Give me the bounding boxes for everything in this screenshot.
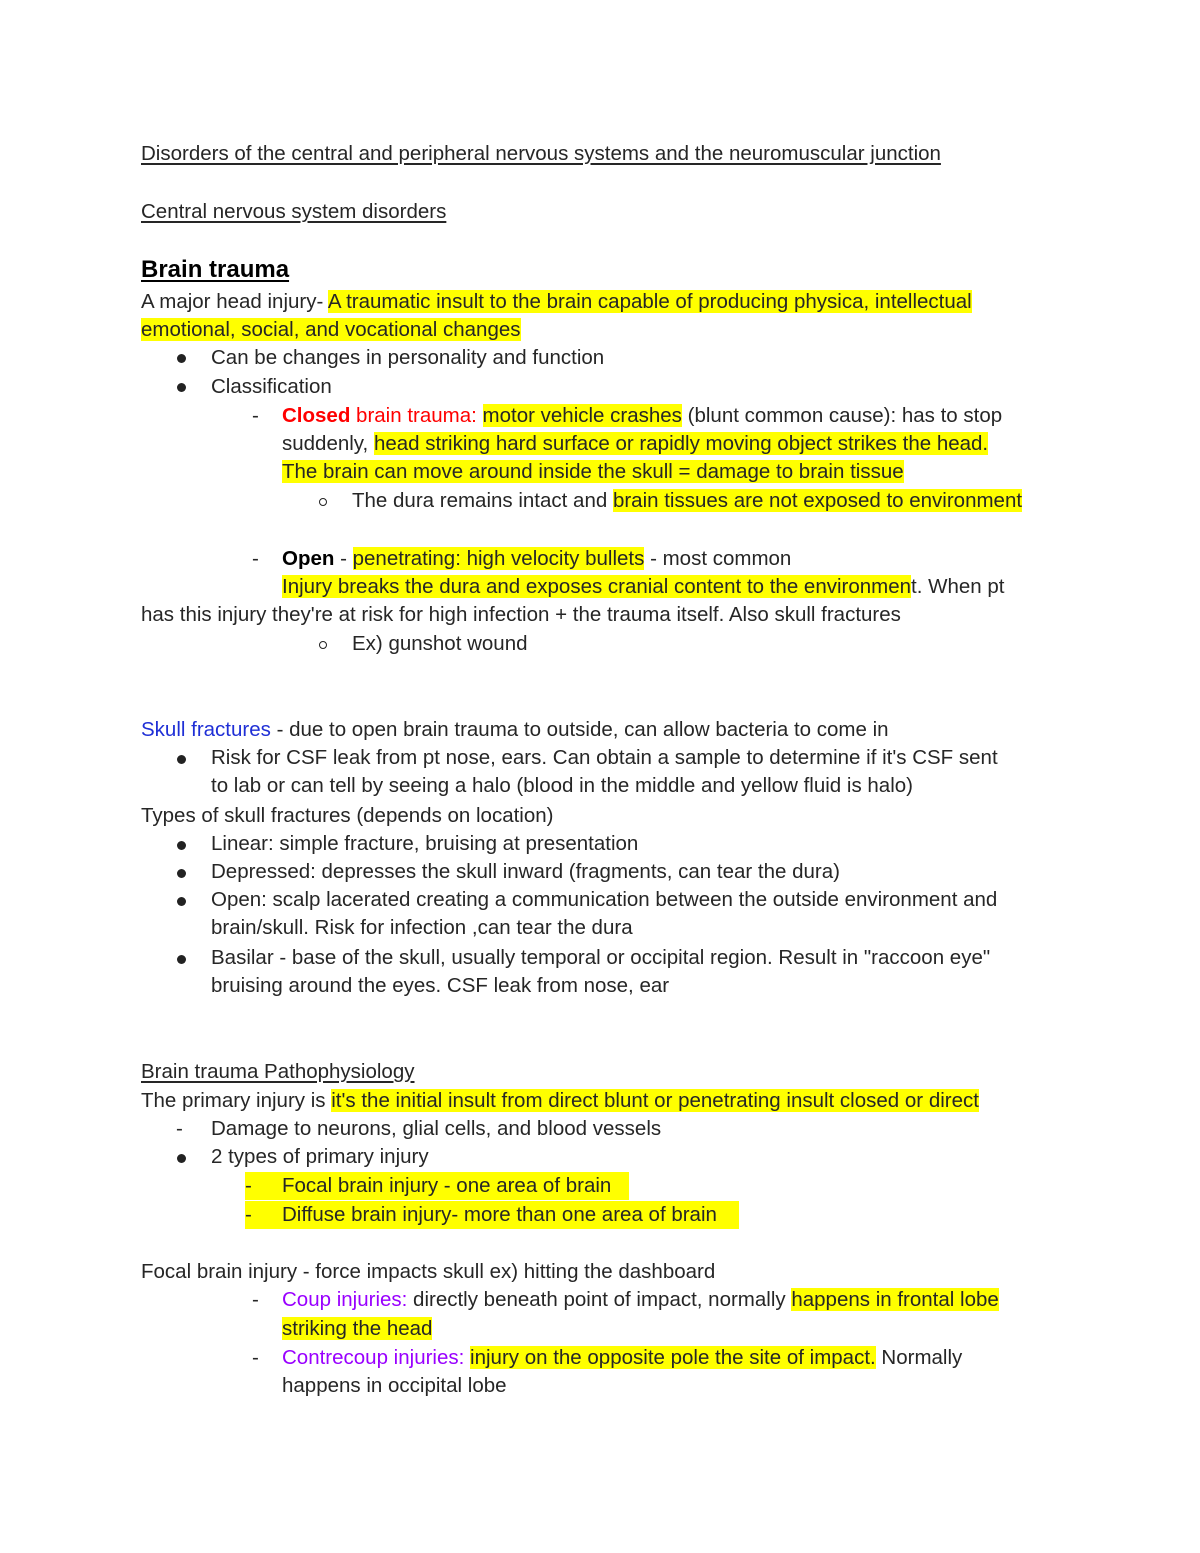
primary-injury-line: The primary injury is it's the initial insult from direct blunt or penetrating insult closed or direct — [141, 1089, 979, 1112]
document-title: Disorders of the central and peripheral nervous systems and the neuromuscular junction — [141, 142, 941, 165]
focal-injury-line: Focal brain injury - force impacts skull ex) hitting the dashboard — [141, 1260, 716, 1283]
damage-neurons: Damage to neurons, glial cells, and blood vessels — [211, 1117, 662, 1140]
csf-leak-line1: Risk for CSF leak from pt nose, ears. Can obtain a sample to determine if it's CSF sent — [211, 746, 998, 769]
fracture-linear: Linear: simple fracture, bruising at presentation — [211, 832, 639, 855]
bullet-icon — [177, 354, 186, 363]
closed-trauma-line1: Closed brain trauma: motor vehicle crashes (blunt common cause): has to stop — [282, 404, 1003, 427]
diffuse-brain-injury-item: - Diffuse brain injury- more than one area of brain — [245, 1201, 739, 1229]
fracture-open-line2: brain/skull. Risk for infection ,can tear the dura — [211, 916, 633, 939]
dash-marker: - — [252, 547, 259, 570]
fracture-open-line1: Open: scalp lacerated creating a communication between the outside environment and — [211, 888, 998, 911]
types-of-skull-fractures: Types of skull fractures (depends on location) — [141, 804, 554, 827]
fracture-depressed: Depressed: depresses the skull inward (fragments, can tear the dura) — [211, 860, 840, 883]
major-head-injury-line1: A major head injury- A traumatic insult to the brain capable of producing physica, intellectual — [141, 290, 972, 313]
coup-injuries-line1: Coup injuries: directly beneath point of impact, normally happens in frontal lobe — [282, 1288, 999, 1311]
csf-leak-line2: to lab or can tell by seeing a halo (blood in the middle and yellow fluid is halo) — [211, 774, 913, 797]
closed-trauma-line2: suddenly, head striking hard surface or rapidly moving object strikes the head. — [282, 432, 989, 455]
closed-trauma-line3: The brain can move around inside the skull = damage to brain tissue — [282, 460, 904, 483]
open-trauma-line1: Open - penetrating: high velocity bullets - most common — [282, 547, 792, 570]
major-head-injury-line2: emotional, social, and vocational changes — [141, 318, 521, 341]
circle-bullet-icon — [319, 498, 327, 506]
contrecoup-injuries-line1: Contrecoup injuries: injury on the opposite pole the site of impact. Normally — [282, 1346, 963, 1369]
dash-marker: - — [176, 1117, 183, 1140]
contrecoup-injuries-line2: happens in occipital lobe — [282, 1374, 507, 1397]
pathophysiology-title: Brain trauma Pathophysiology — [141, 1060, 415, 1083]
bullet-icon — [177, 383, 186, 392]
dash-marker: - — [252, 1346, 259, 1369]
dash-marker: - — [252, 404, 259, 427]
bullet-icon — [177, 755, 186, 764]
coup-injuries-line2: striking the head — [282, 1317, 433, 1340]
fracture-basilar-line2: bruising around the eyes. CSF leak from nose, ear — [211, 974, 670, 997]
bullet-icon — [177, 841, 186, 850]
bullet-icon — [177, 955, 186, 964]
bullet-icon — [177, 869, 186, 878]
open-trauma-line3: has this injury they're at risk for high infection + the trauma itself. Also skull fractures — [141, 603, 901, 626]
bullet-changes: Can be changes in personality and function — [211, 346, 605, 369]
heading-brain-trauma: Brain trauma — [141, 256, 290, 283]
open-example: Ex) gunshot wound — [352, 632, 528, 655]
two-types-primary-injury: 2 types of primary injury — [211, 1145, 429, 1168]
skull-fractures-line: Skull fractures - due to open brain trauma to outside, can allow bacteria to come in — [141, 718, 889, 741]
dash-marker: - — [252, 1288, 259, 1311]
section-title: Central nervous system disorders — [141, 200, 447, 223]
bullet-icon — [177, 1154, 186, 1163]
circle-bullet-icon — [319, 641, 327, 649]
fracture-basilar-line1: Basilar - base of the skull, usually temporal or occipital region. Result in "raccoon eye" — [211, 946, 991, 969]
open-trauma-line2: Injury breaks the dura and exposes cranial content to the environment. When pt — [282, 575, 1005, 598]
bullet-icon — [177, 897, 186, 906]
bullet-classification: Classification — [211, 375, 332, 398]
closed-dura-intact: The dura remains intact and brain tissues are not exposed to environment — [352, 489, 1023, 512]
focal-brain-injury-item: - Focal brain injury - one area of brain — [245, 1172, 629, 1200]
